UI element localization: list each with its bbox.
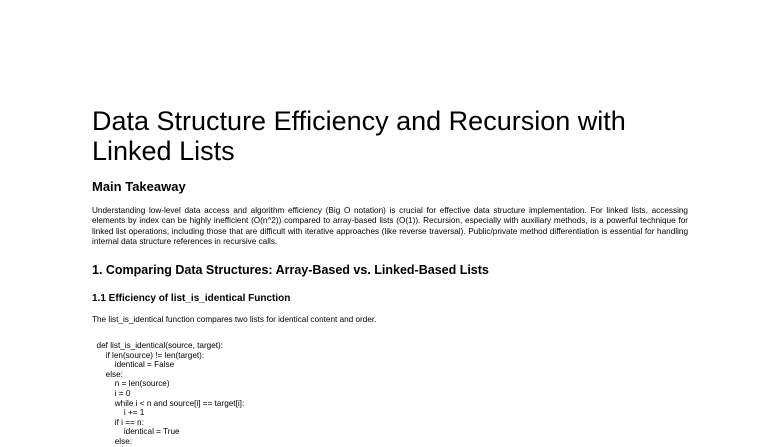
code-block — [92, 341, 244, 447]
subsection-1-1-intro: The list_is_identical function compares two lists for identical content and order. — [92, 315, 377, 324]
code-line: def list_is_identical(source, target): — [92, 341, 224, 350]
subsection-1-1-heading: 1.1 Efficiency of list_is_identical Function — [92, 293, 291, 304]
code-line: while i < n and source[i] == target[i]: — [92, 398, 245, 408]
code-line: else: — [92, 436, 133, 446]
section-1-heading: 1. Comparing Data Structures: Array-Based vs. Linked-Based Lists — [92, 263, 489, 277]
code-line: n = len(source) — [92, 379, 170, 389]
code-line: else: — [92, 369, 123, 379]
takeaway-heading: Main Takeaway — [92, 179, 186, 194]
code-line: if len(source) != len(target): — [92, 350, 205, 360]
code-line: identical = True — [92, 427, 180, 437]
code-line: i += 1 — [92, 408, 145, 418]
code-line: if i == n: — [92, 417, 144, 427]
code-line: identical = False — [92, 360, 175, 370]
document-title: Data Structure Efficiency and Recursion with Linked Lists — [92, 106, 626, 166]
takeaway-paragraph: Understanding low-level data access and algorithm efficiency (Big O notation) is crucial for effective data structure implementation. For linked lists, accessing elements by index can be highly inefficient (O(n^2)) compared to array-based lists (O(1)). Recursion, especially with auxiliary methods, is a powerful technique for linked list operations, including those that are difficult with iterative approaches (like reverse traversal). Public/private method differentiation is essential for handling internal data structure references in recursive calls. — [92, 206, 688, 247]
code-line: i = 0 — [92, 388, 131, 398]
